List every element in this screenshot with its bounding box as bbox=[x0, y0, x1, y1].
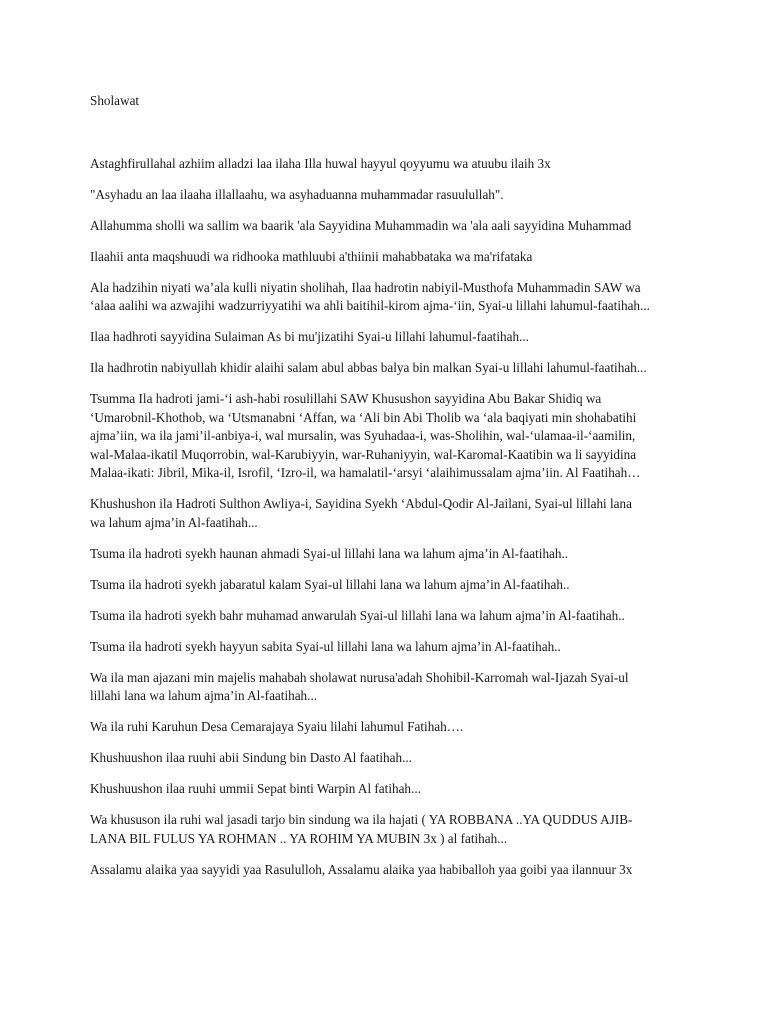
paragraph: Khushuushon ilaa ruuhi ummii Sepat binti Warpin Al fatihah... bbox=[90, 781, 421, 796]
paragraph: Khushushon ila Hadroti Sulthon Awliya-i, Sayidina Syekh ‘Abdul-Qodir Al-Jailani, Syai-ul lillahi lana wa lahum ajma’in Al-faatihah... bbox=[90, 496, 632, 530]
paragraph: Assalamu alaika yaa sayyidi yaa Rasululloh, Assalamu alaika yaa habiballoh yaa goibi yaa ilannuur 3x bbox=[90, 861, 633, 877]
paragraph: Ila hadhrotin nabiyullah khidir alaihi salam abul abbas balya bin malkan Syai-u lillahi lahumul-faatihah... bbox=[90, 360, 647, 375]
paragraph: Wa ila man ajazani min majelis mahabah sholawat nurusa'adah Shohibil-Karromah wal-Ijazah Syai-ul lillahi lana wa lahum ajma’in Al-faatihah... bbox=[90, 669, 629, 703]
paragraph: "Asyhadu an laa ilaaha illallaahu, wa asyhaduanna muhammadar rasuulullah". bbox=[90, 186, 504, 202]
paragraph: Wa ila ruhi Karuhun Desa Cemarajaya Syaiu lilahi lahumul Fatihah…. bbox=[90, 719, 464, 734]
paragraph: Ilaa hadhroti sayyidina Sulaiman As bi mu'jizatihi Syai-u lillahi lahumul-faatihah... bbox=[90, 329, 529, 344]
document-page bbox=[90, 92, 690, 892]
paragraph: Tsuma ila hadroti syekh bahr muhamad anwarulah Syai-ul lillahi lana wa lahum ajma’in Al-faatihah.. bbox=[90, 607, 625, 623]
paragraph: Tsuma ila hadroti syekh haunan ahmadi Syai-ul lillahi lana wa lahum ajma’in Al-faatihah.. bbox=[90, 545, 569, 561]
document-title: Sholawat bbox=[90, 93, 140, 108]
paragraph: Wa khususon ila ruhi wal jasadi tarjo bin sindung wa ila hajati ( YA ROBBANA ..YA QUDDUS AJIB- LANA BIL FULUS YA ROHMAN .. YA ROHIM YA MUBIN 3x ) al fatihah... bbox=[90, 812, 633, 846]
paragraph: Ala hadzihin niyati wa’ala kulli niyatin sholihah, Ilaa hadrotin nabiyil-Musthofa Muhammadin SAW wa ‘alaa aalihi wa azwajihi wadzurriyyatihi wa ahli baitihil-kirom ajma-‘iin, Syai-u lillahi lahumul-faatihah... bbox=[90, 279, 650, 313]
paragraph: Tsumma Ila hadroti jami-‘i ash-habi rosulillahi SAW Khusushon sayyidina Abu Bakar Shidiq wa ‘Umarobnil-Khothob, wa ‘Utsmanabni ‘Affan, wa ‘Ali bin Abi Tholib wa ‘ala baqiyati min shohabatihi ajma’iin, wa ila jami’il-anbiya-i, wal mursalin, was Syuhadaa-i, was-Sholihin, wal-‘ulamaa-il-‘aamilin, wal-Malaa-ikatil Muqorrobin, wal-Karubiyyin, war-Ruhaniyyin, wal-Karomal-Kaatibin wa li sayyidina Malaa-ikati: Jibril, Mika-il, Isrofil, ‘Izro-il, wa hamalatil-‘arsyi ‘alaihimussalam ajma’iin. Al Faatihah… bbox=[90, 391, 641, 480]
paragraph: Tsuma ila hadroti syekh jabaratul kalam Syai-ul lillahi lana wa lahum ajma’in Al-faatihah.. bbox=[90, 576, 570, 592]
paragraph: Khushuushon ilaa ruuhi abii Sindung bin Dasto Al faatihah... bbox=[90, 750, 412, 765]
paragraph: Astaghfirullahal azhiim alladzi laa ilaha Illa huwal hayyul qoyyumu wa atuubu ilaih 3x bbox=[90, 155, 551, 171]
paragraph: Allahumma sholli wa sallim wa baarik 'ala Sayyidina Muhammadin wa 'ala aali sayyidina Muhammad bbox=[90, 217, 632, 233]
paragraph: Tsuma ila hadroti syekh hayyun sabita Syai-ul lillahi lana wa lahum ajma’in Al-faatihah.. bbox=[90, 638, 561, 654]
paragraph: Ilaahii anta maqshuudi wa ridhooka mathluubi a'thiinii mahabbataka wa ma'rifataka bbox=[90, 248, 533, 264]
